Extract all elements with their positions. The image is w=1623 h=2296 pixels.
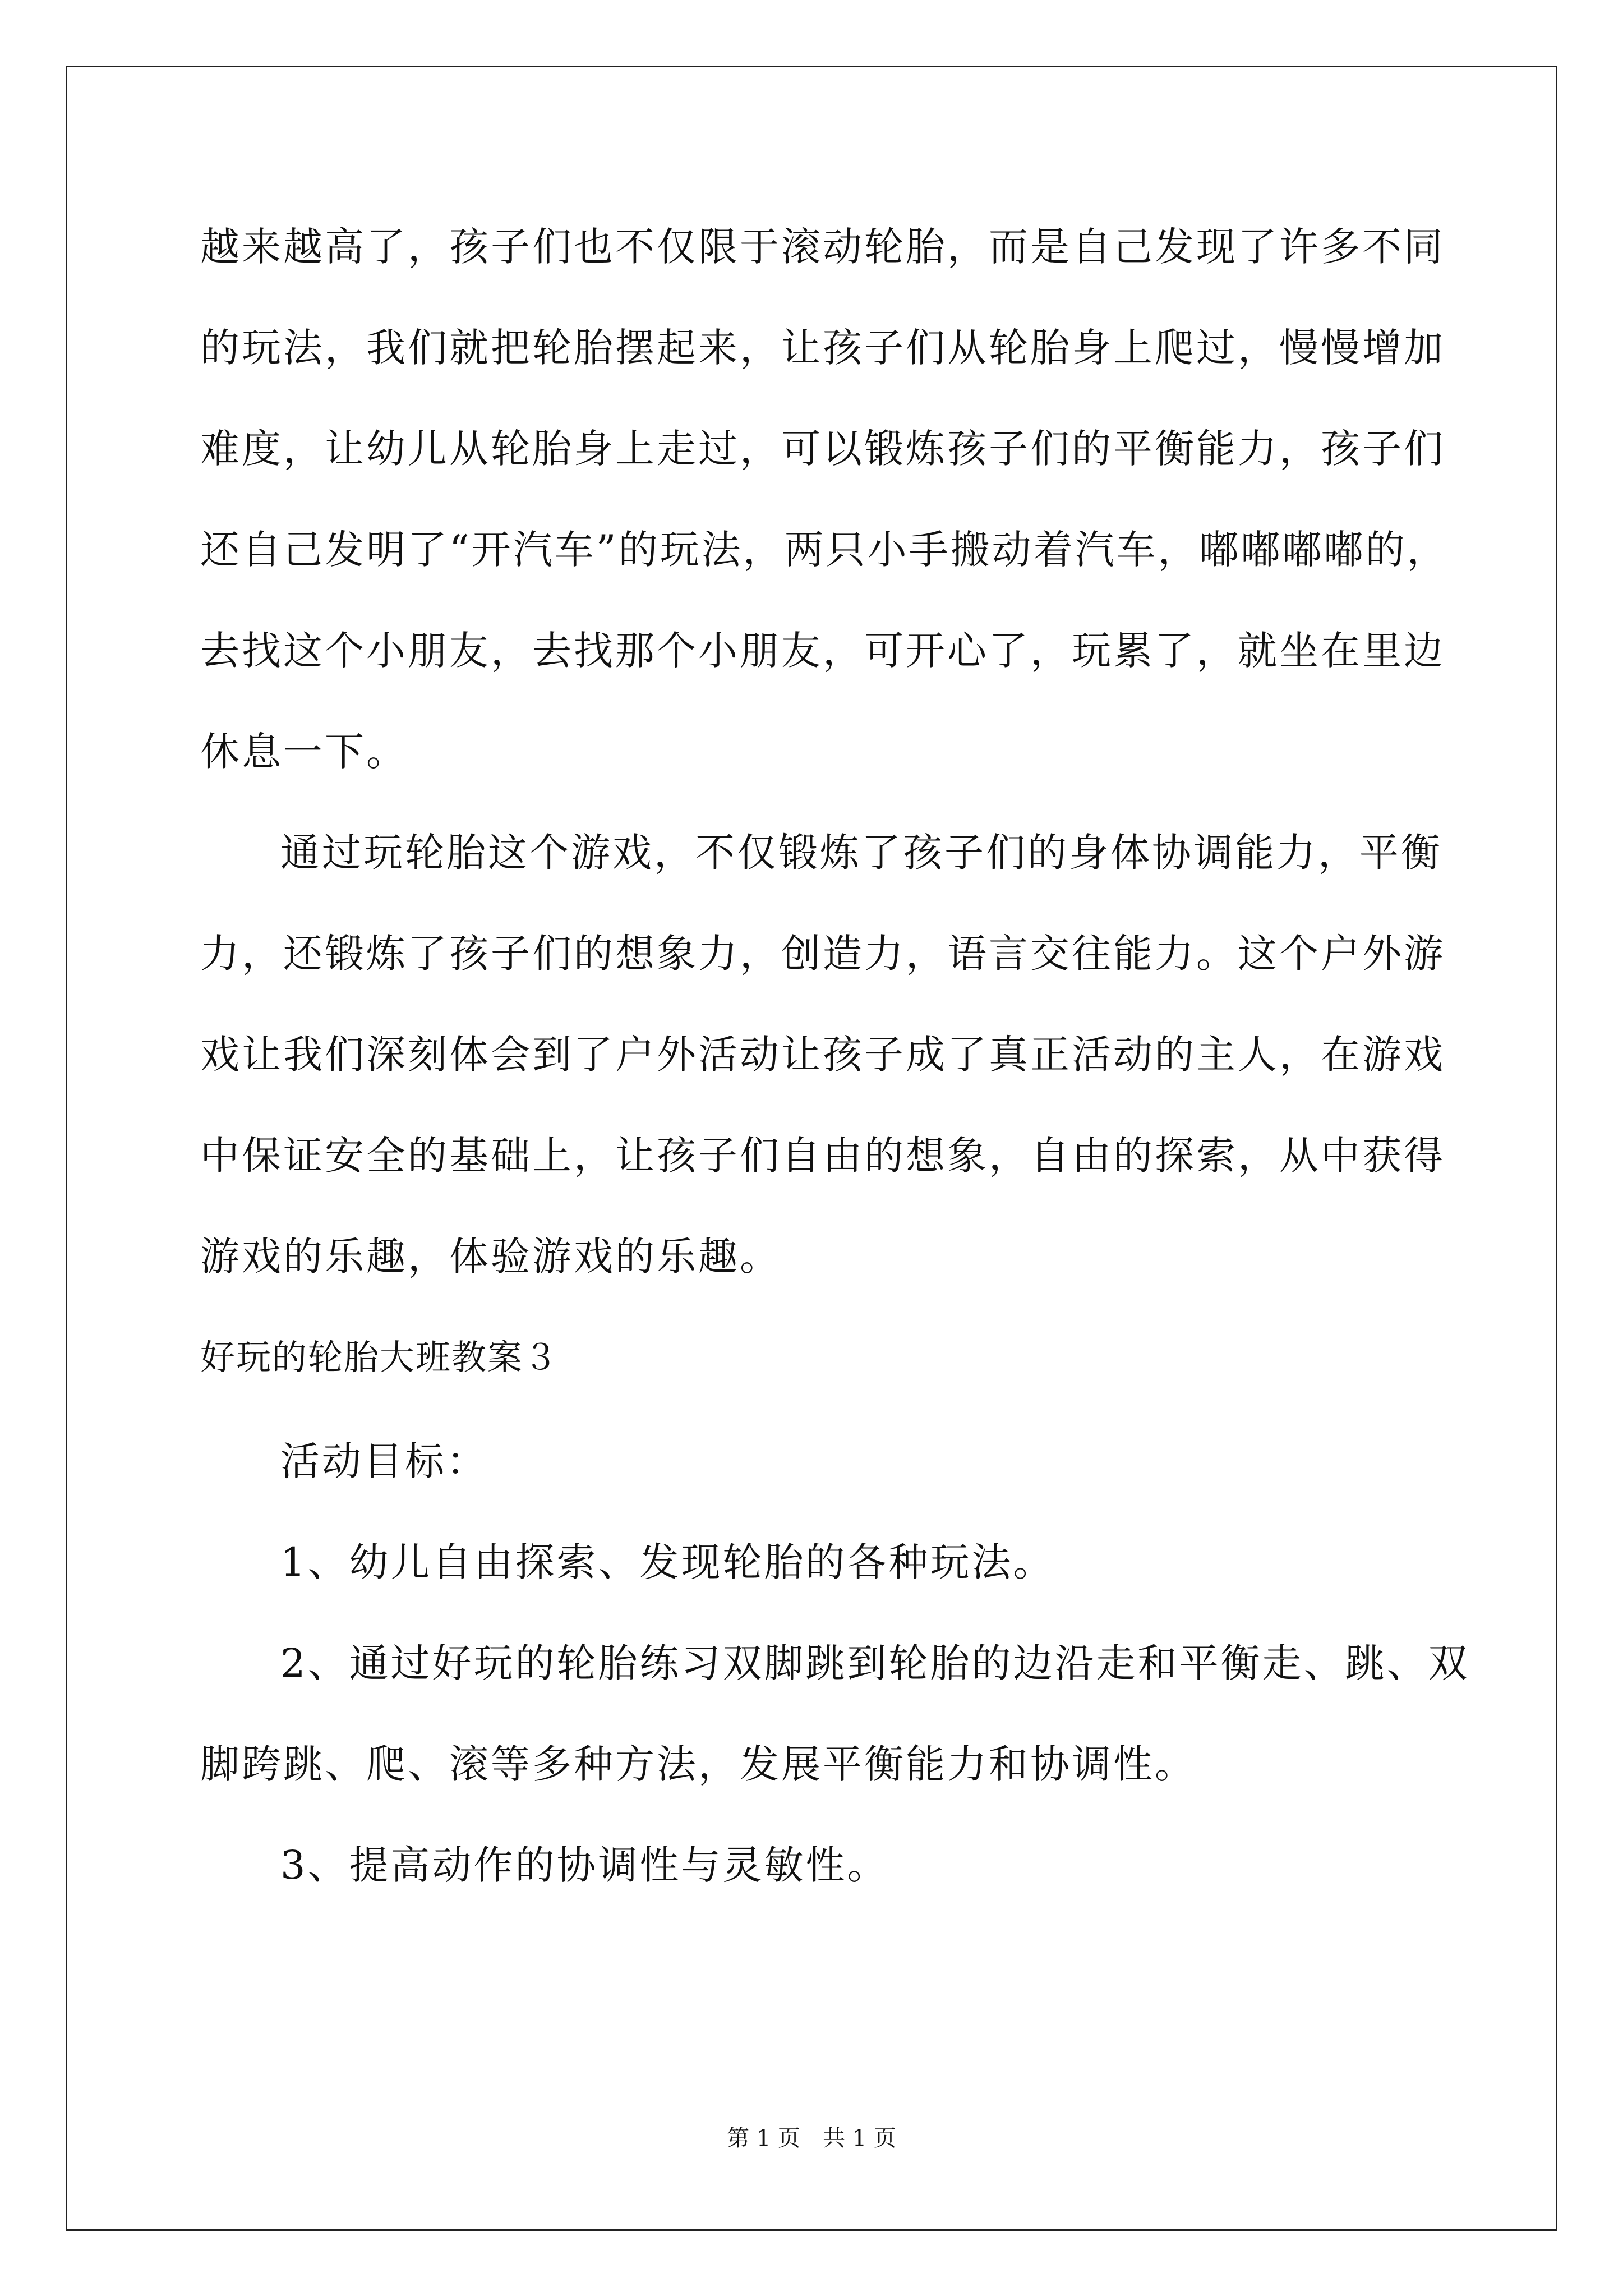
page-number-footer: 第 1 页 共 1 页 [727, 2125, 896, 2151]
body-text-line: 戏让我们深刻体会到了户外活动让孩子成了真正活动的主人，在游戏 [200, 1032, 1445, 1078]
body-text-line: 难度，让幼儿从轮胎身上走过，可以锻炼孩子们的平衡能力，孩子们 [200, 426, 1445, 472]
body-text-line: 游戏的乐趣，体验游戏的乐趣。 [200, 1234, 781, 1280]
body-text-line: 中保证安全的基础上，让孩子们自由的想象，自由的探索，从中获得 [200, 1133, 1445, 1179]
section-title: 好玩的轮胎大班教案３ [200, 1337, 560, 1378]
body-text-line: 力，还锻炼了孩子们的想象力，创造力，语言交往能力。这个户外游 [200, 931, 1445, 977]
goal-item-1: 1、幼儿自由探索、发现轮胎的各种玩法。 [280, 1539, 1055, 1585]
body-text-line: 越来越高了，孩子们也不仅限于滚动轮胎，而是自己发现了许多不同 [200, 224, 1445, 270]
body-text-line: 还自己发明了“开汽车”的玩法，两只小手搬动着汽车，嘟嘟嘟嘟的， [200, 527, 1449, 573]
goal-item-2-line: 脚跨跳、爬、滚等多种方法，发展平衡能力和协调性。 [200, 1741, 1196, 1787]
body-text-line: 通过玩轮胎这个游戏，不仅锻炼了孩子们的身体协调能力，平衡 [280, 830, 1442, 876]
goal-item-3: 3、提高动作的协调性与灵敏性。 [280, 1842, 889, 1888]
goal-item-2-line: 2、通过好玩的轮胎练习双脚跳到轮胎的边沿走和平衡走、跳、双 [280, 1640, 1470, 1686]
goals-label: 活动目标： [280, 1438, 488, 1484]
body-text-line: 休息一下。 [200, 729, 408, 775]
body-text-line: 去找这个小朋友，去找那个小朋友，可开心了，玩累了，就坐在里边 [200, 628, 1445, 674]
body-text-line: 的玩法，我们就把轮胎摆起来，让孩子们从轮胎身上爬过，慢慢增加 [200, 325, 1445, 371]
